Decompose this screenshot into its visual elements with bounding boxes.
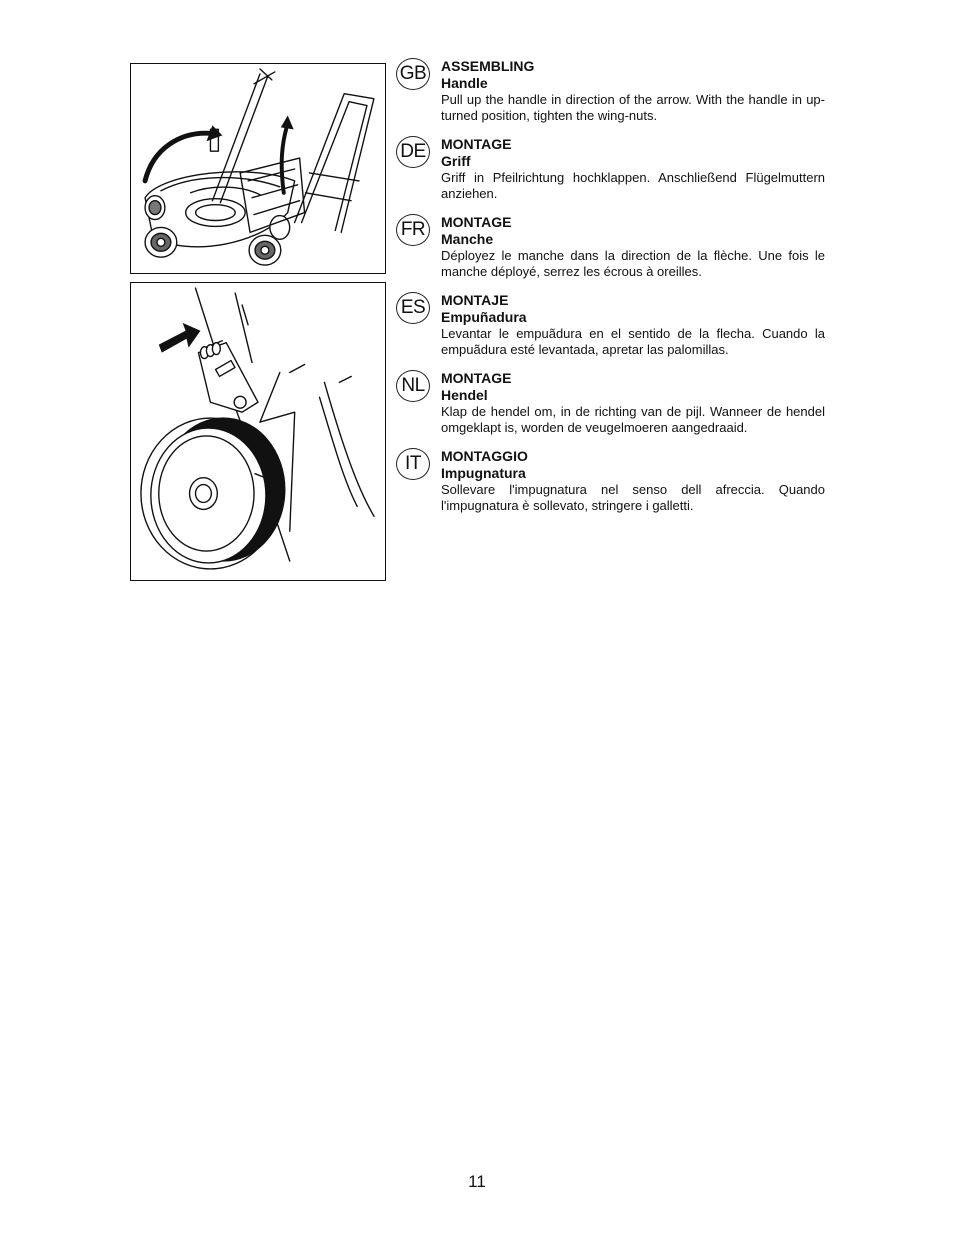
section-body: Déployez le manche dans la direction de la flèche. Une fois le manche déployé, serrez les écrous à oreilles. bbox=[441, 248, 825, 279]
section-subheading: Impugnatura bbox=[441, 465, 526, 481]
language-badge-de: DE bbox=[396, 136, 430, 168]
section-subheading: Manche bbox=[441, 231, 494, 247]
section-body: Sollevare l'impugnatura nel senso dell afreccia. Quando l'impugnatura è sollevato, stringere i galletti. bbox=[441, 482, 825, 513]
language-badge-it: IT bbox=[396, 448, 430, 480]
section-text bbox=[441, 448, 825, 513]
section-text bbox=[441, 370, 825, 435]
section-heading: MONTAGE bbox=[441, 136, 512, 152]
section-text bbox=[441, 58, 825, 123]
section-body: Klap de hendel om, in de richting van de pijl. Wanneer de hendel omgeklapt is, worden de veugelmoeren aangedraaid. bbox=[441, 404, 825, 435]
language-badge-gb: GB bbox=[396, 58, 430, 90]
section-body: Levantar le empuãdura en el sentido de la flecha. Cuando la empuãdura esté levantada, apretar las palomillas. bbox=[441, 326, 825, 357]
section-subheading: Griff bbox=[441, 153, 471, 169]
mower-handle-illustration bbox=[131, 64, 385, 273]
section-heading: MONTAJE bbox=[441, 292, 509, 308]
section-subheading: Handle bbox=[441, 75, 488, 91]
section-text bbox=[441, 214, 825, 279]
figure-wing-nut-detail bbox=[130, 282, 386, 581]
wheel-wingnut-illustration bbox=[131, 283, 385, 580]
language-badge-nl: NL bbox=[396, 370, 430, 402]
section-subheading: Hendel bbox=[441, 387, 488, 403]
section-text bbox=[441, 292, 825, 357]
section-text bbox=[441, 136, 825, 201]
section-heading: MONTAGE bbox=[441, 214, 512, 230]
section-subheading: Empuñadura bbox=[441, 309, 527, 325]
section-heading: MONTAGGIO bbox=[441, 448, 528, 464]
page-number: 11 bbox=[468, 1172, 486, 1191]
language-badge-fr: FR bbox=[396, 214, 430, 246]
section-heading: ASSEMBLING bbox=[441, 58, 535, 74]
section-heading: MONTAGE bbox=[441, 370, 512, 386]
figure-handle-raise bbox=[130, 63, 386, 274]
section-body: Pull up the handle in direction of the arrow. With the handle in up-turned position, tighten the wing-nuts. bbox=[441, 92, 825, 123]
section-body: Griff in Pfeilrichtung hochklappen. Anschließend Flügelmuttern anziehen. bbox=[441, 170, 825, 201]
language-badge-es: ES bbox=[396, 292, 430, 324]
